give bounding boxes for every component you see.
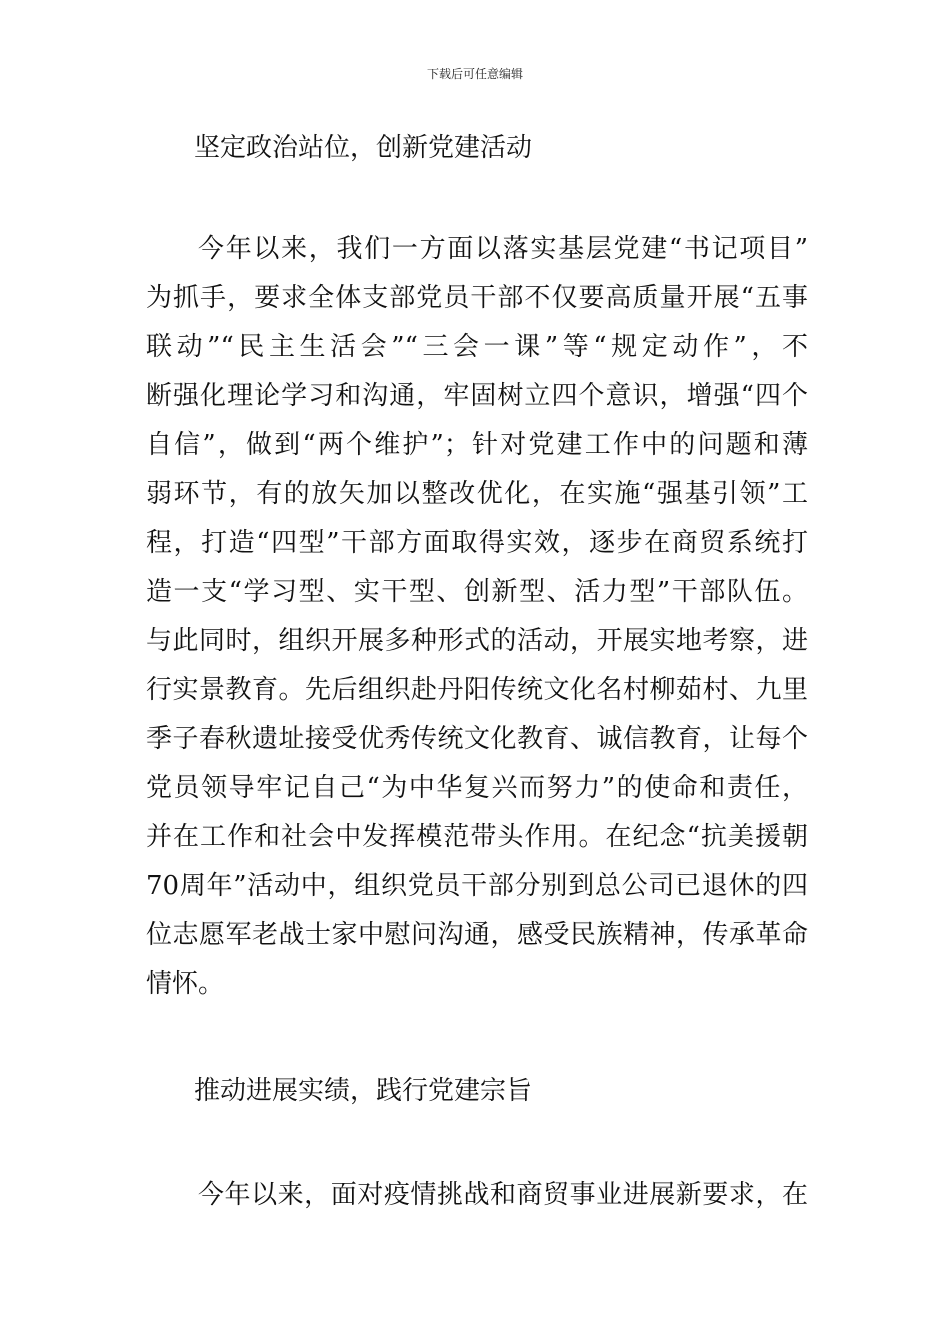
paragraph-line: 行实景教育。先后组织赴丹阳传统文化名村柳茹村、九里 <box>146 675 808 705</box>
paragraph-line: 位志愿军老战士家中慰问沟通，感受民族精神，传承革命 <box>146 920 808 950</box>
paragraph-line: 今年以来，我们一方面以落实基层党建“书记项目” <box>198 234 808 264</box>
section-1-heading: 坚定政治站位，创新党建活动 <box>194 133 533 163</box>
section-2-heading: 推动进展实绩，践行党建宗旨 <box>194 1076 533 1106</box>
paragraph-line: 季子春秋遗址接受优秀传统文化教育、诚信教育，让每个 <box>146 724 808 754</box>
section-2-paragraph <box>146 1171 808 1220</box>
paragraph-line: 党员领导牢记自己“为中华复兴而努力”的使命和责任， <box>146 773 808 803</box>
paragraph-line: 程，打造“四型”干部方面取得实效，逐步在商贸系统打 <box>146 528 808 558</box>
section-1-paragraph <box>146 225 808 1009</box>
paragraph-line: 今年以来，面对疫情挑战和商贸事业进展新要求，在 <box>198 1180 808 1210</box>
paragraph-line: 自信”，做到“两个维护”；针对党建工作中的问题和薄 <box>146 430 808 460</box>
paragraph-line: 情怀。 <box>146 969 225 999</box>
paragraph-line: 联动”“民主生活会”“三会一课”等“规定动作”，不 <box>146 332 808 362</box>
paragraph-line: 为抓手，要求全体支部党员干部不仅要高质量开展“五事 <box>146 283 808 313</box>
paragraph-line: 断强化理论学习和沟通，牢固树立四个意识，增强“四个 <box>146 381 808 411</box>
paragraph-line: 造一支“学习型、实干型、创新型、活力型”干部队伍。 <box>146 577 808 607</box>
paragraph-line: 70周年”活动中，组织党员干部分别到总公司已退休的四 <box>146 871 808 901</box>
header-note: 下载后可任意编辑 <box>426 67 523 81</box>
paragraph-line: 弱环节，有的放矢加以整改优化，在实施“强基引领”工 <box>146 479 808 509</box>
paragraph-line: 并在工作和社会中发挥模范带头作用。在纪念“抗美援朝 <box>146 822 808 852</box>
paragraph-line: 与此同时，组织开展多种形式的活动，开展实地考察，进 <box>146 626 808 656</box>
